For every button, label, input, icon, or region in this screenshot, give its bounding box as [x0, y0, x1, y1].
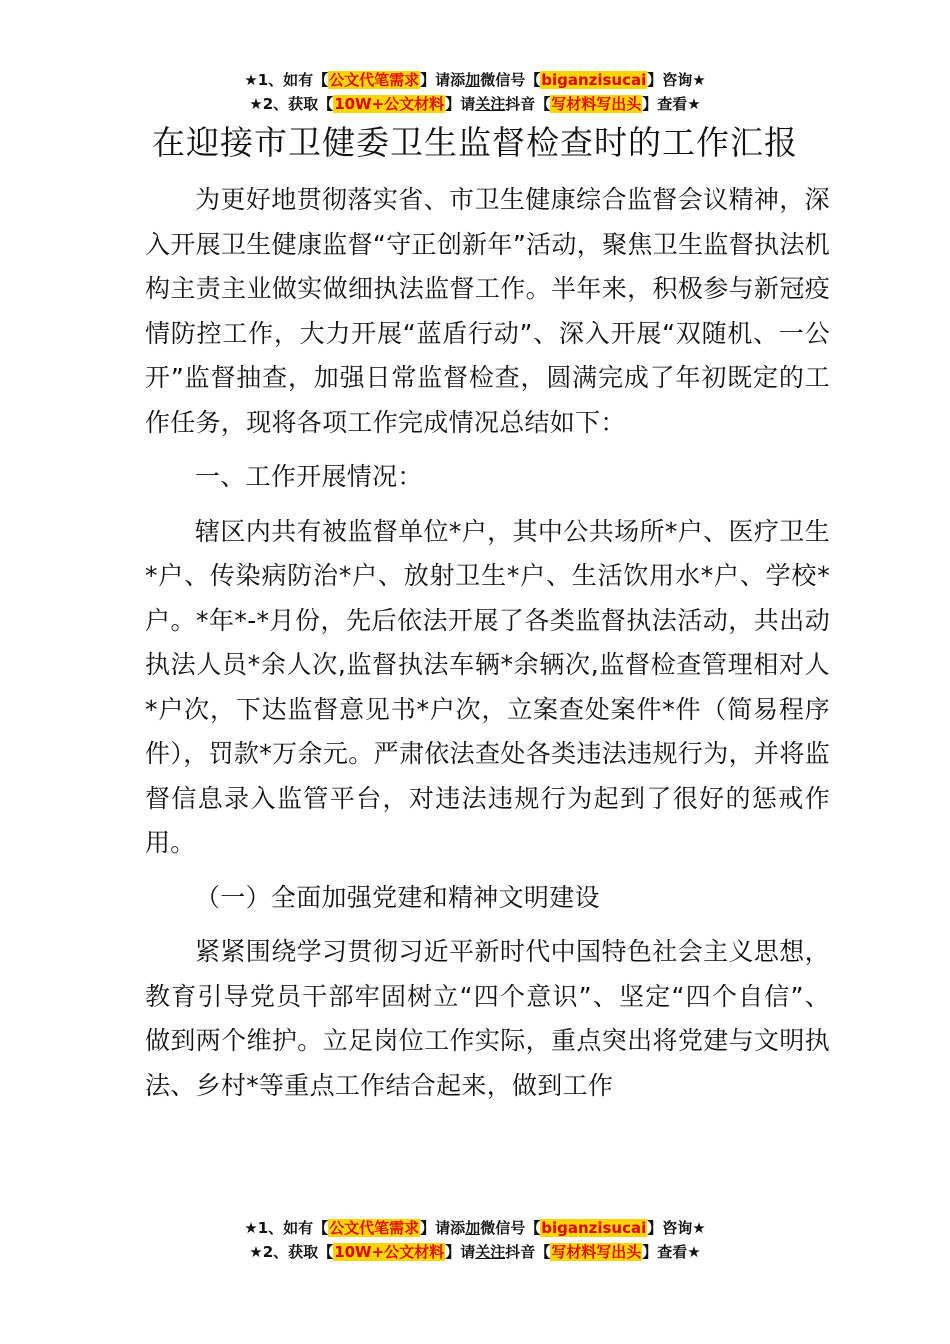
- body-paragraph: 辖区内共有被监督单位*户，其中公共场所*户、医疗卫生*户、传染病防治*户、放射卫生*户、生活饮用水*户、学校*户。*年*-*月份，先后依法开展了各类监督执法活动，共出动执法人员*余人次,监督执法车辆*余辆次,监督检查管理相对人*户次，下达监督意见书*户次，立案查处案件*件（简易程序件），罚款*万余元。严肃依法查处各类违法违规行为，并将监督信息录入监管平台，对违法违规行为起到了很好的惩戒作用。: [145, 516, 830, 857]
- promo-highlight: 10W+公文材料: [334, 95, 445, 113]
- promo-text: 】请添: [420, 1219, 466, 1237]
- promo-underlined-text: 关注: [475, 95, 506, 113]
- promo-text: 抖音【: [505, 95, 551, 113]
- promo-text: ★2、获取【: [249, 1243, 334, 1261]
- promo-highlight: biganzisucai: [541, 1219, 647, 1237]
- promo-line-2: [0, 1240, 950, 1264]
- promo-text: 抖音【: [505, 1243, 551, 1261]
- promo-text: 】请: [445, 95, 476, 113]
- document-title: 在迎接市卫健委卫生监督检查时的工作汇报: [152, 123, 798, 162]
- intro-paragraph: 为更好地贯彻落实省、市卫生健康综合监督会议精神，深入开展卫生健康监督“守正创新年”活动，聚焦卫生监督执法机构主责主业做实做细执法监督工作。半年来，积极参与新冠疫情防控工作，大力开展“蓝盾行动”、深入开展“双随机、一公开”监督抽查，加强日常监督检查，圆满完成了年初既定的工作任务，现将各项工作完成情况总结如下：: [145, 185, 830, 437]
- promo-line-1: [0, 1216, 950, 1240]
- promo-text: 】请: [445, 1243, 476, 1261]
- section-heading: 一、工作开展情况：: [195, 462, 423, 491]
- promo-text: ★1、如有【: [244, 71, 329, 89]
- promo-highlight: 公文代笔需求: [329, 71, 420, 89]
- promo-text: ★2、获取【: [249, 95, 334, 113]
- promo-text: 】查看★: [642, 95, 701, 113]
- promo-text: 】请添: [420, 71, 466, 89]
- promo-text: 】查看★: [642, 1243, 701, 1261]
- promo-highlight: 写材料写出头: [551, 1243, 642, 1261]
- promo-line-1: [0, 68, 950, 92]
- promo-highlight: biganzisucai: [541, 71, 647, 89]
- promo-underlined-text: 加: [465, 71, 481, 89]
- promo-text: ★1、如有【: [244, 1219, 329, 1237]
- promo-banner-bottom: [0, 1216, 950, 1264]
- promo-underlined-text: 加: [465, 1219, 481, 1237]
- promo-highlight: 公文代笔需求: [329, 1219, 420, 1237]
- promo-text: 】咨询★: [647, 71, 706, 89]
- promo-text: 微信号【: [480, 71, 541, 89]
- subsection-heading: （一）全面加强党建和精神文明建设: [195, 882, 600, 912]
- promo-highlight: 写材料写出头: [551, 95, 642, 113]
- promo-line-2: [0, 92, 950, 116]
- promo-text: 】咨询★: [647, 1219, 706, 1237]
- body-paragraph: 紧紧围绕学习贯彻习近平新时代中国特色社会主义思想，教育引导党员干部牢固树立“四个意识”、坚定“四个自信”、做到两个维护。立足岗位工作实际，重点突出将党建与文明执法、乡村*等重点工作结合起来，做到工作: [145, 937, 830, 1100]
- promo-highlight: 10W+公文材料: [334, 1243, 445, 1261]
- promo-text: 微信号【: [480, 1219, 541, 1237]
- promo-banner-top: [0, 68, 950, 116]
- promo-underlined-text: 关注: [475, 1243, 506, 1261]
- document-body: [145, 178, 830, 1118]
